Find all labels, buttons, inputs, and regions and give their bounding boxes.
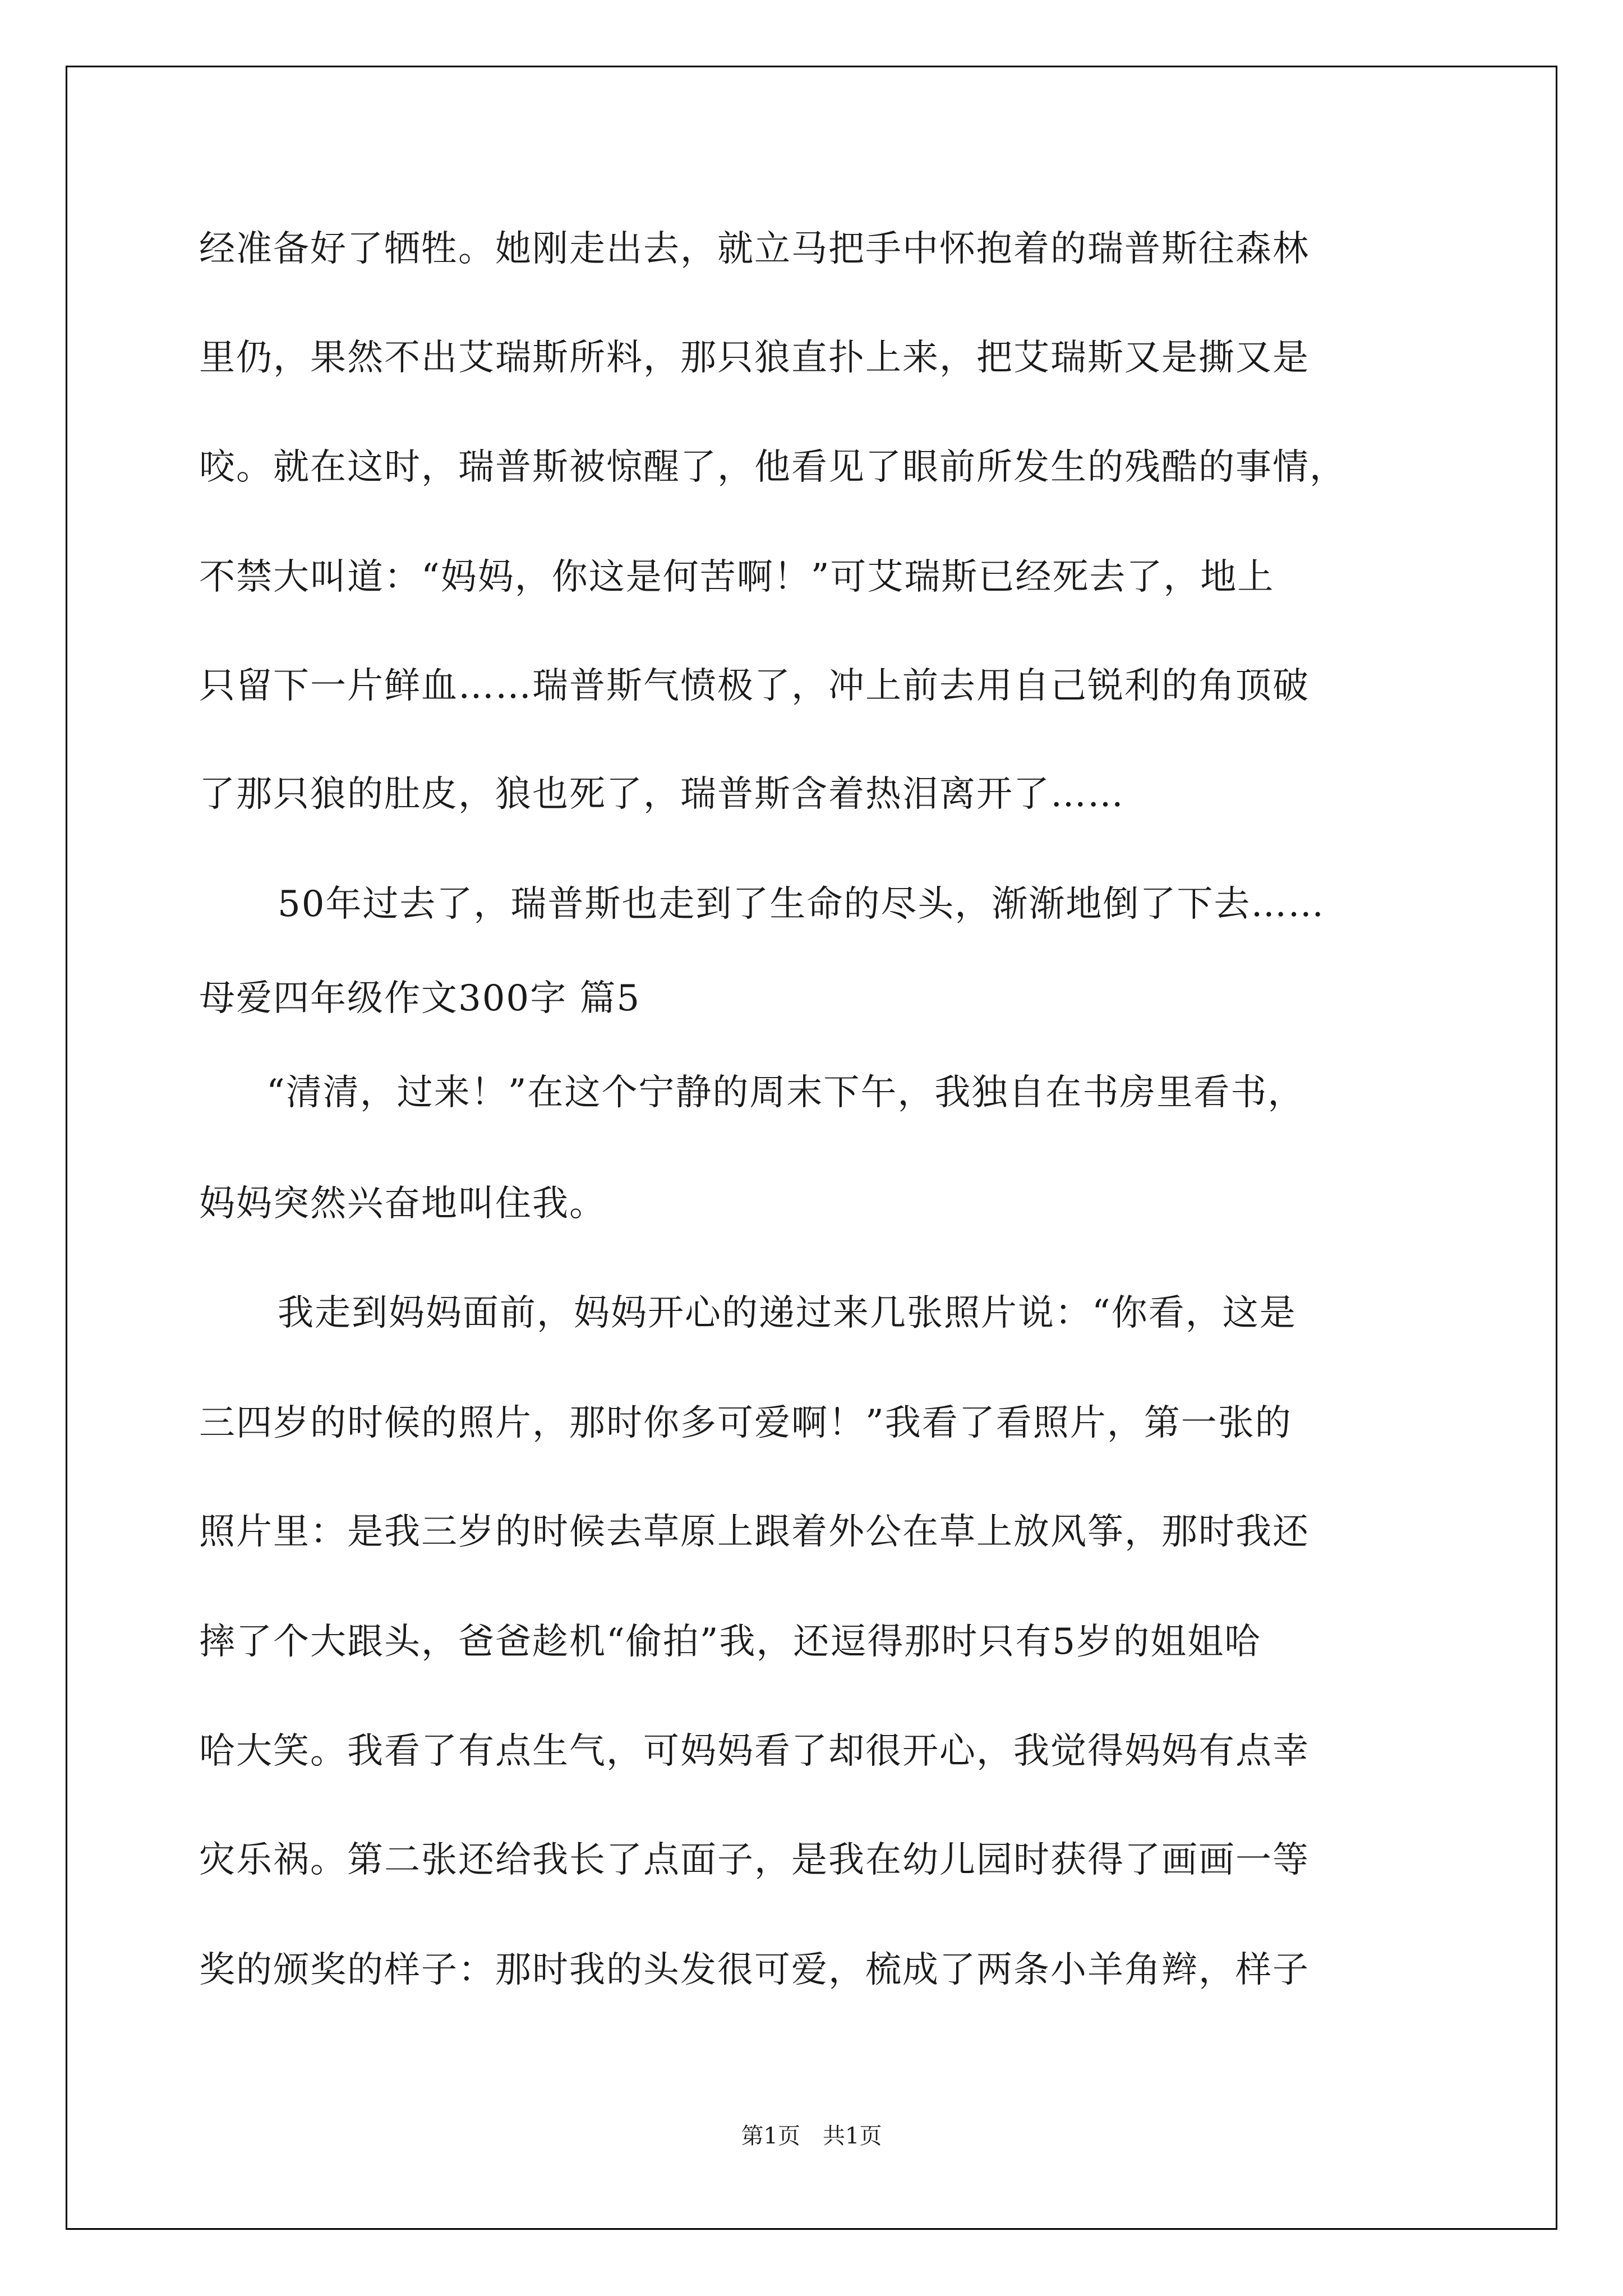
text-line: 了那只狼的肚皮，狼也死了，瑞普斯含着热泪离开了…… [199, 774, 1124, 815]
text-line: 灾乐祸。第二张还给我长了点面子，是我在幼儿园时获得了画画一等 [199, 1839, 1310, 1881]
text-line: 摔了个大跟头，爸爸趁机“偷拍”我，还逗得那时只有5岁的姐姐哈 [199, 1621, 1262, 1663]
text-line: 咬。就在这时，瑞普斯被惊醒了，他看见了眼前所发生的残酷的事情， [199, 447, 1347, 488]
text-line: 哈大笑。我看了有点生气，可妈妈看了却很开心，我觉得妈妈有点幸 [199, 1731, 1310, 1772]
paragraph-start-line: “清清，过来！”在这个宁静的周末下午，我独自在书房里看书， [266, 1072, 1305, 1114]
text-line: 妈妈突然兴奋地叫住我。 [199, 1183, 606, 1225]
paragraph-start-line: 50年过去了，瑞普斯也走到了生命的尽头，渐渐地倒了下去…… [278, 884, 1325, 925]
text-line: 三四岁的时候的照片，那时你多可爱啊！”我看了看照片，第一张的 [199, 1402, 1292, 1444]
text-line: 照片里：是我三岁的时候去草原上跟着外公在草上放风筝，那时我还 [199, 1511, 1310, 1553]
page-border [66, 66, 1557, 2230]
section-heading: 母爱四年级作文300字 篇5 [199, 978, 641, 1019]
text-line: 经准备好了牺牲。她刚走出去，就立马把手中怀抱着的瑞普斯往森林 [199, 228, 1310, 270]
text-line: 不禁大叫道：“妈妈，你这是何苦啊！”可艾瑞斯已经死去了，地上 [199, 556, 1275, 598]
text-line: 奖的颁奖的样子：那时我的头发很可爱，梳成了两条小羊角辫，样子 [199, 1949, 1310, 1991]
page-number-footer: 第1页 共1页 [741, 2123, 882, 2149]
text-line: 只留下一片鲜血……瑞普斯气愤极了，冲上前去用自己锐利的角顶破 [199, 665, 1310, 707]
text-line: 里仍，果然不出艾瑞斯所料，那只狼直扑上来，把艾瑞斯又是撕又是 [199, 337, 1310, 379]
paragraph-start-line: 我走到妈妈面前，妈妈开心的递过来几张照片说：“你看，这是 [278, 1292, 1297, 1334]
